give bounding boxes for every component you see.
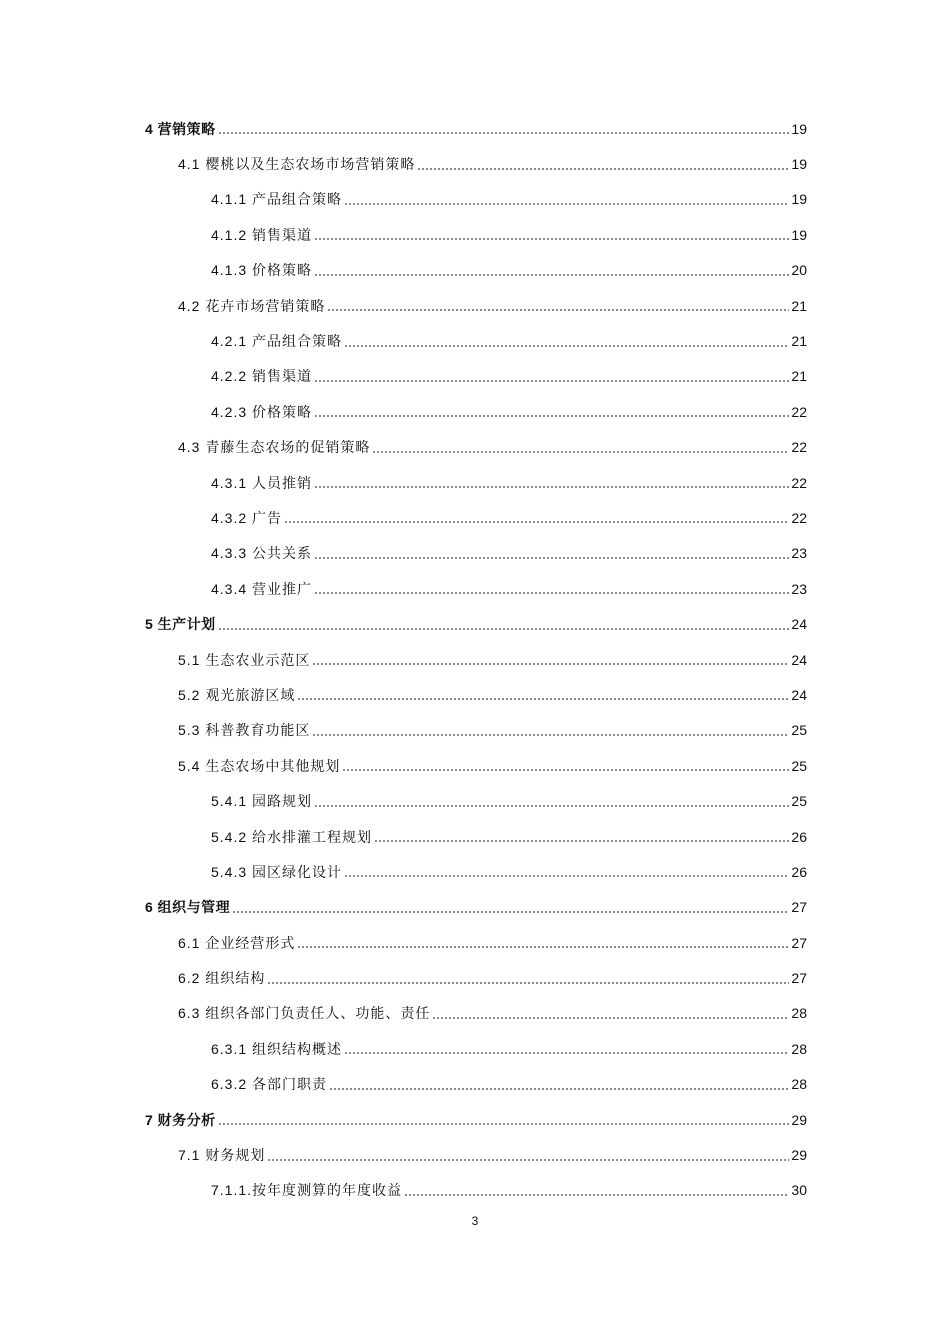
toc-entry[interactable] bbox=[145, 606, 807, 641]
toc-entry-page: 21 bbox=[791, 333, 807, 350]
toc-entry[interactable] bbox=[145, 783, 807, 818]
toc-entry-page: 29 bbox=[791, 1111, 807, 1128]
toc-entry[interactable] bbox=[145, 960, 807, 995]
toc-dot-leader bbox=[344, 203, 789, 205]
toc-dot-leader bbox=[284, 521, 789, 523]
toc-entry-page: 26 bbox=[791, 828, 807, 845]
toc-entry[interactable] bbox=[145, 288, 807, 323]
toc-dot-leader bbox=[218, 132, 790, 134]
toc-entry-title: 4.3.3 公共关系 bbox=[211, 545, 313, 562]
toc-dot-leader bbox=[297, 698, 789, 700]
toc-entry[interactable] bbox=[145, 323, 807, 358]
toc-entry[interactable] bbox=[145, 1137, 807, 1172]
toc-entry-title: 5.4.1 园路规划 bbox=[211, 793, 313, 810]
toc-entry-title: 6.2 组织结构 bbox=[178, 970, 266, 987]
toc-dot-leader bbox=[372, 451, 789, 453]
toc-dot-leader bbox=[344, 345, 789, 347]
toc-dot-leader bbox=[314, 805, 789, 807]
toc-entry-title: 5.3 科普教育功能区 bbox=[178, 722, 311, 739]
toc-dot-leader bbox=[417, 168, 789, 170]
toc-entry-page: 30 bbox=[791, 1182, 807, 1199]
toc-entry[interactable] bbox=[145, 677, 807, 712]
toc-entry-title: 4.1.1 产品组合策略 bbox=[211, 191, 343, 208]
toc-entry-title: 6.1 企业经营形式 bbox=[178, 934, 296, 951]
toc-entry[interactable] bbox=[145, 713, 807, 748]
toc-entry[interactable] bbox=[145, 890, 807, 925]
toc-entry[interactable] bbox=[145, 146, 807, 181]
toc-entry-page: 27 bbox=[791, 899, 807, 916]
toc-entry-page: 19 bbox=[791, 226, 807, 243]
toc-entry-title: 5.2 观光旅游区域 bbox=[178, 686, 296, 703]
toc-entry-title: 5.4.3 园区绿化设计 bbox=[211, 863, 343, 880]
toc-entry-page: 25 bbox=[791, 757, 807, 774]
toc-entry[interactable] bbox=[145, 111, 807, 146]
toc-dot-leader bbox=[329, 1088, 789, 1090]
toc-entry-page: 20 bbox=[791, 262, 807, 279]
toc-entry-page: 28 bbox=[791, 1005, 807, 1022]
toc-entry-title: 7.1 财务规划 bbox=[178, 1147, 266, 1164]
toc-dot-leader bbox=[314, 415, 789, 417]
toc-entry-title: 5 生产计划 bbox=[145, 616, 216, 633]
toc-entry-page: 26 bbox=[791, 863, 807, 880]
toc-entry-page: 22 bbox=[791, 403, 807, 420]
toc-entry-title: 4.2 花卉市场营销策略 bbox=[178, 297, 326, 314]
toc-entry-page: 29 bbox=[791, 1147, 807, 1164]
toc-entry-page: 23 bbox=[791, 545, 807, 562]
toc-entry-title: 6 组织与管理 bbox=[145, 899, 231, 916]
toc-entry[interactable] bbox=[145, 465, 807, 500]
toc-entry-title: 6.3.2 各部门职责 bbox=[211, 1076, 328, 1093]
toc-entry[interactable] bbox=[145, 394, 807, 429]
toc-entry-page: 28 bbox=[791, 1076, 807, 1093]
toc-entry-page: 22 bbox=[791, 439, 807, 456]
toc-dot-leader bbox=[314, 380, 789, 382]
page-number: 3 bbox=[471, 1214, 479, 1228]
toc-entry[interactable] bbox=[145, 1067, 807, 1102]
toc-entry-title: 5.1 生态农业示范区 bbox=[178, 651, 311, 668]
toc-dot-leader bbox=[344, 875, 789, 877]
table-of-contents bbox=[145, 111, 807, 1208]
toc-entry[interactable] bbox=[145, 854, 807, 889]
toc-entry-page: 27 bbox=[791, 934, 807, 951]
toc-dot-leader bbox=[404, 1194, 789, 1196]
toc-entry-title: 4.3.2 广告 bbox=[211, 509, 283, 526]
toc-dot-leader bbox=[267, 982, 789, 984]
toc-dot-leader bbox=[374, 840, 789, 842]
toc-entry[interactable] bbox=[145, 642, 807, 677]
toc-dot-leader bbox=[232, 911, 789, 913]
toc-entry-title: 4.3.1 人员推销 bbox=[211, 474, 313, 491]
toc-entry[interactable] bbox=[145, 748, 807, 783]
toc-entry[interactable] bbox=[145, 536, 807, 571]
toc-entry-title: 5.4 生态农场中其他规划 bbox=[178, 757, 341, 774]
toc-dot-leader bbox=[314, 592, 789, 594]
toc-entry-title: 6.3.1 组织结构概述 bbox=[211, 1040, 343, 1057]
toc-entry-title: 4.2.1 产品组合策略 bbox=[211, 333, 343, 350]
toc-dot-leader bbox=[218, 628, 790, 630]
toc-entry-title: 4.1 樱桃以及生态农场市场营销策略 bbox=[178, 156, 416, 173]
toc-entry-title: 4.2.3 价格策略 bbox=[211, 403, 313, 420]
toc-dot-leader bbox=[314, 557, 789, 559]
toc-dot-leader bbox=[314, 274, 789, 276]
toc-entry[interactable] bbox=[145, 253, 807, 288]
toc-entry-page: 25 bbox=[791, 793, 807, 810]
toc-entry[interactable] bbox=[145, 1031, 807, 1066]
toc-entry[interactable] bbox=[145, 430, 807, 465]
toc-entry-title: 4.2.2 销售渠道 bbox=[211, 368, 313, 385]
toc-dot-leader bbox=[297, 946, 789, 948]
toc-entry-page: 22 bbox=[791, 474, 807, 491]
toc-entry-title: 6.3 组织各部门负责任人、功能、责任 bbox=[178, 1005, 431, 1022]
toc-entry[interactable] bbox=[145, 217, 807, 252]
toc-entry[interactable] bbox=[145, 819, 807, 854]
toc-entry-page: 19 bbox=[791, 156, 807, 173]
toc-dot-leader bbox=[342, 769, 789, 771]
toc-entry-page: 25 bbox=[791, 722, 807, 739]
toc-entry-page: 23 bbox=[791, 580, 807, 597]
toc-entry-page: 24 bbox=[791, 686, 807, 703]
toc-dot-leader bbox=[312, 734, 789, 736]
toc-dot-leader bbox=[432, 1017, 789, 1019]
toc-entry[interactable] bbox=[145, 925, 807, 960]
toc-dot-leader bbox=[218, 1123, 790, 1125]
toc-entry[interactable] bbox=[145, 996, 807, 1031]
toc-entry-page: 19 bbox=[791, 120, 807, 137]
toc-entry-title: 4.3.4 营业推广 bbox=[211, 580, 313, 597]
toc-entry[interactable] bbox=[145, 571, 807, 606]
toc-entry[interactable] bbox=[145, 1173, 807, 1208]
toc-dot-leader bbox=[267, 1159, 789, 1161]
toc-entry-title: 4.1.3 价格策略 bbox=[211, 262, 313, 279]
toc-entry-title: 4 营销策略 bbox=[145, 120, 216, 137]
toc-entry-page: 21 bbox=[791, 297, 807, 314]
toc-dot-leader bbox=[312, 663, 789, 665]
toc-entry-title: 5.4.2 给水排灌工程规划 bbox=[211, 828, 373, 845]
toc-entry-title: 7.1.1.按年度测算的年度收益 bbox=[211, 1182, 403, 1199]
toc-entry-page: 24 bbox=[791, 616, 807, 633]
toc-entry-page: 28 bbox=[791, 1040, 807, 1057]
toc-dot-leader bbox=[314, 486, 789, 488]
toc-entry-page: 27 bbox=[791, 970, 807, 987]
toc-entry-title: 4.3 青藤生态农场的促销策略 bbox=[178, 439, 371, 456]
toc-entry[interactable] bbox=[145, 1102, 807, 1137]
toc-entry-title: 4.1.2 销售渠道 bbox=[211, 226, 313, 243]
toc-entry-page: 21 bbox=[791, 368, 807, 385]
toc-entry[interactable] bbox=[145, 182, 807, 217]
toc-dot-leader bbox=[327, 309, 789, 311]
toc-entry[interactable] bbox=[145, 359, 807, 394]
toc-dot-leader bbox=[344, 1052, 789, 1054]
toc-entry-title: 7 财务分析 bbox=[145, 1111, 216, 1128]
toc-entry-page: 24 bbox=[791, 651, 807, 668]
toc-entry-page: 19 bbox=[791, 191, 807, 208]
toc-dot-leader bbox=[314, 238, 789, 240]
toc-entry[interactable] bbox=[145, 500, 807, 535]
toc-entry-page: 22 bbox=[791, 509, 807, 526]
